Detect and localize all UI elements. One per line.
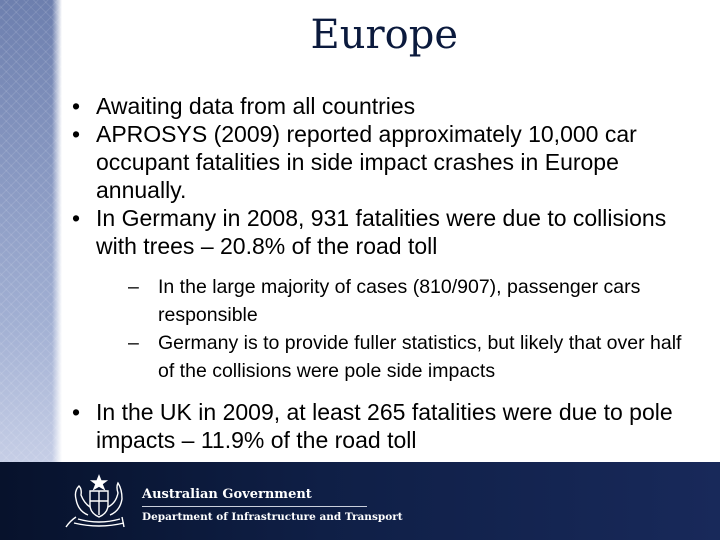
coat-of-arms-icon [64, 473, 134, 531]
sub-bullet-item: – Germany is to provide fuller statistics, but likely that over half of the collisions were pole side impacts [128, 329, 702, 385]
footer-divider [142, 506, 367, 507]
bullet-item: • In Germany in 2008, 931 fatalities were due to collisions with trees – 20.8% of the road toll [72, 204, 702, 260]
bullet-item: • APROSYS (2009) reported approximately 10,000 car occupant fatalities in side impact crashes in Europe annually. [72, 120, 702, 204]
decorative-side-band [0, 0, 62, 462]
slide-title: Europe [310, 12, 458, 58]
sub-bullet-item: – In the large majority of cases (810/907), passenger cars responsible [128, 273, 702, 329]
department-name: Department of Infrastructure and Transport [142, 511, 403, 523]
bullet-item: • Awaiting data from all countries [72, 92, 702, 120]
bullet-item: • In the UK in 2009, at least 265 fatalities were due to pole impacts – 11.9% of the road toll [72, 398, 702, 454]
slide-body [72, 92, 702, 454]
government-name: Australian Government [142, 487, 312, 502]
